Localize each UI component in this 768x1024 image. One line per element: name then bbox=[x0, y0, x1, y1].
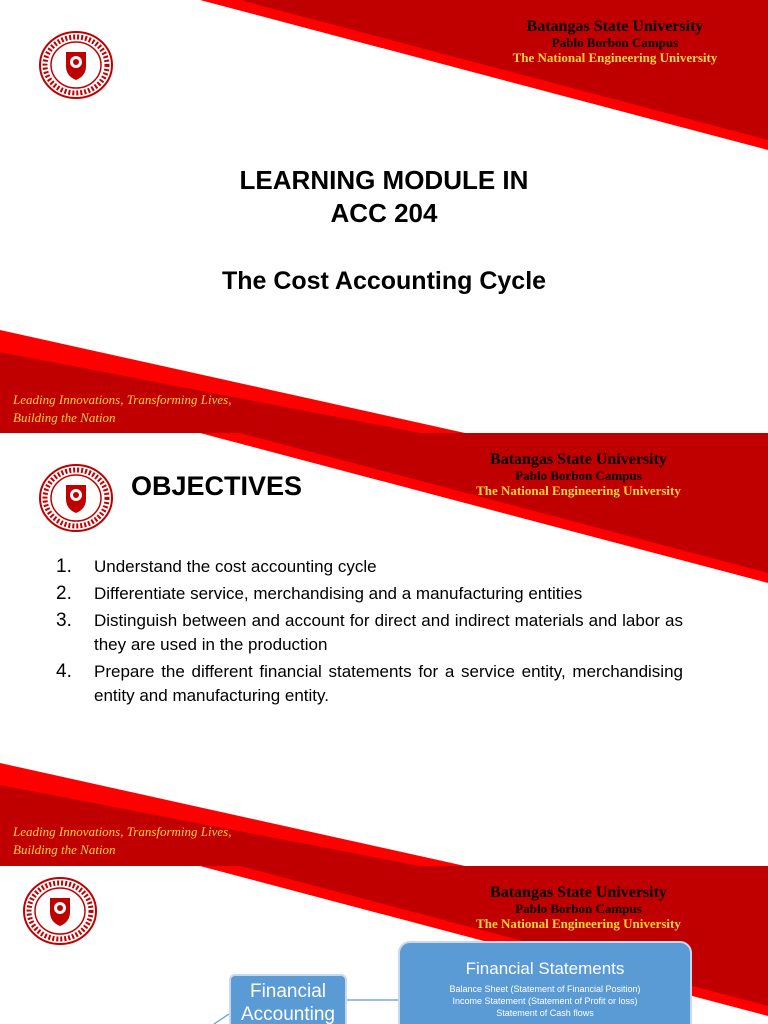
objective-item bbox=[56, 660, 683, 708]
university-tagline: The National Engineering University bbox=[476, 916, 681, 932]
financial-statement-item: Balance Sheet (Statement of Financial Position) bbox=[449, 984, 641, 994]
module-subtitle: The Cost Accounting Cycle bbox=[221, 267, 547, 295]
objective-text: Understand the cost accounting cycle bbox=[94, 557, 377, 576]
financial-statements-list bbox=[400, 983, 690, 1019]
university-header bbox=[460, 18, 768, 66]
objective-number: 2. bbox=[56, 583, 72, 604]
motto-line1: Leading Innovations, Transforming Lives, bbox=[13, 824, 232, 839]
campus-name: Pablo Borbon Campus bbox=[515, 901, 642, 917]
university-name: Batangas State University bbox=[526, 18, 704, 35]
module-title bbox=[0, 164, 768, 230]
slide-objectives bbox=[0, 433, 768, 866]
university-seal-logo bbox=[38, 30, 114, 100]
university-seal-logo bbox=[38, 463, 114, 533]
campus-name: Pablo Borbon Campus bbox=[515, 468, 642, 484]
financial-statement-item: Statement of Cash flows bbox=[496, 1008, 594, 1018]
objective-number: 3. bbox=[56, 610, 72, 631]
module-title-line2: ACC 204 bbox=[330, 198, 438, 228]
campus-name: Pablo Borbon Campus bbox=[551, 35, 679, 51]
objective-number: 1. bbox=[56, 556, 72, 577]
module-title-line1: LEARNING MODULE IN bbox=[239, 165, 529, 195]
objective-text: Prepare the different financial statements for a service entity, merchandising entity and manufacturing entity. bbox=[94, 662, 683, 705]
university-name: Batangas State University bbox=[490, 884, 667, 901]
objective-item bbox=[56, 609, 683, 657]
objective-item bbox=[56, 555, 683, 579]
university-tagline: The National Engineering University bbox=[476, 483, 681, 499]
financial-statements-title: Financial Statements bbox=[465, 959, 625, 978]
financial-statement-item: Income Statement (Statement of Profit or loss) bbox=[452, 996, 638, 1006]
objective-text: Differentiate service, merchandising and a manufacturing entities bbox=[94, 584, 583, 603]
motto bbox=[13, 823, 232, 859]
motto-line2: Building the Nation bbox=[13, 842, 116, 858]
motto-line1: Leading Innovations, Transforming Lives, bbox=[13, 392, 232, 407]
motto bbox=[13, 391, 232, 427]
objectives-title: OBJECTIVES bbox=[131, 471, 303, 501]
university-header bbox=[441, 451, 716, 499]
objective-item bbox=[56, 582, 683, 606]
financial-statements-box bbox=[398, 941, 692, 1024]
slide-title bbox=[0, 0, 768, 433]
motto-line2: Building the Nation bbox=[13, 410, 116, 426]
objective-text: Distinguish between and account for direct and indirect materials and labor as they are used in the production bbox=[94, 611, 683, 654]
university-name: Batangas State University bbox=[490, 451, 667, 468]
objectives-list bbox=[56, 555, 683, 711]
objective-number: 4. bbox=[56, 661, 72, 682]
slide-financial-accounting bbox=[0, 866, 768, 1024]
university-tagline: The National Engineering University bbox=[512, 50, 718, 66]
financial-accounting-box: Financial Accounting bbox=[229, 974, 347, 1024]
